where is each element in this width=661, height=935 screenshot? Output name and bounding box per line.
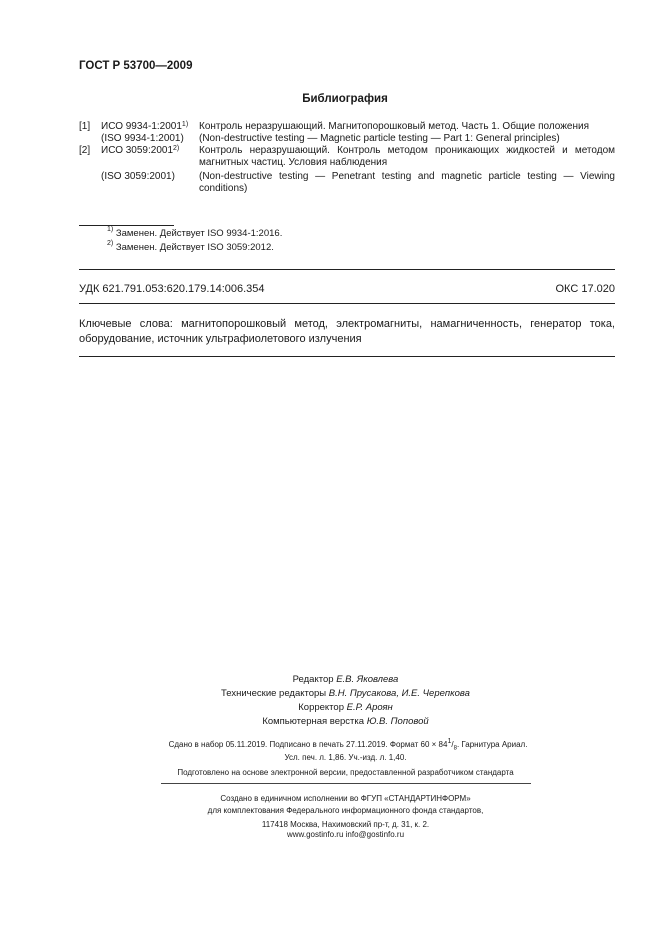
udk-code: УДК 621.791.053:620.179.14:006.354 — [79, 283, 265, 295]
bottom-divider — [79, 356, 615, 357]
bib-entry-2-text: Контроль неразрушающий. Контроль методом проникающих жидкостей и методом магнитных частиц. Условия наблюдения — [199, 145, 615, 168]
imprint-divider — [161, 783, 531, 784]
imprint-line-2: Усл. печ. л. 1,86. Уч.-изд. л. 1,40. — [284, 753, 407, 762]
bib-entry-1-number: [1] — [79, 121, 91, 132]
credit-layout: Компьютерная верстка Ю.В. Поповой — [262, 716, 429, 727]
footnote-1: $^{1)}$ Заменен. Действует ISO 9934-1:2016. — [107, 226, 283, 239]
publisher-contacts: www.gostinfo.ru info@gostinfo.ru — [286, 830, 405, 839]
oks-code: ОКС 17.020 — [555, 283, 615, 295]
keywords: Ключевые слова: магнитопорошковый метод, электромагниты, намагниченность, генератор тока, оборудование, источник ультрафиолетового излучения — [79, 318, 615, 345]
publisher-line-1: Создано в единичном исполнении во ФГУП «СТАНДАРТИНФОРМ» — [220, 794, 471, 803]
bib-entry-2-alt-text: (Non-destructive testing — Penetrant testing and magnetic particle testing — Viewing conditions) — [199, 171, 615, 194]
publisher-line-2: для комплектования Федерального информационного фонда стандартов, — [207, 806, 484, 815]
bib-entry-2-number: [2] — [79, 145, 91, 156]
imprint-line-3: Подготовлено на основе электронной версии, предоставленной разработчиком стандарта — [177, 768, 514, 777]
middle-divider — [79, 303, 615, 304]
imprint-line-1: Сдано в набор 05.11.2019. Подписано в печать 27.11.2019. Формат $60 \times 84^1/_8$. Гарнитура Ариал. — [168, 738, 528, 752]
bibliography-title: Библиография — [302, 93, 388, 105]
bib-entry-1-alt-text: (Non-destructive testing — Magnetic particle testing — Part 1: General principles) — [199, 133, 560, 144]
bib-entry-1-text: Контроль неразрушающий. Магнитопорошковый метод. Часть 1. Общие положения — [199, 121, 590, 132]
top-divider — [79, 269, 615, 270]
credit-corrector: Корректор Е.Р. Ароян — [298, 702, 393, 713]
credit-editor: Редактор Е.В. Яковлева — [292, 674, 399, 685]
document-code: ГОСТ Р 53700—2009 — [79, 60, 193, 72]
bib-entry-2-alt-reference: (ISO 3059:2001) — [101, 171, 175, 182]
publisher-address: 117418 Москва, Нахимовский пр-т, д. 31, к. 2. — [261, 820, 430, 829]
bib-entry-1-alt-reference: (ISO 9934-1:2001) — [101, 133, 184, 144]
footnote-separator — [79, 225, 174, 226]
credit-tech-editors: Технические редакторы В.Н. Прусакова, И.Е. Черепкова — [221, 688, 470, 699]
bib-entry-2-reference: ИСО 3059:2001$^{2)}$ — [101, 145, 180, 156]
footnote-mark-2: 2) — [173, 145, 180, 152]
bib-entry-1-reference: ИСО 9934-1:2001$^{1)}$ — [101, 121, 189, 132]
footnote-2: $^{2)}$ Заменен. Действует ISO 3059:2012. — [107, 240, 274, 253]
footnote-mark-1: 1) — [181, 121, 189, 128]
